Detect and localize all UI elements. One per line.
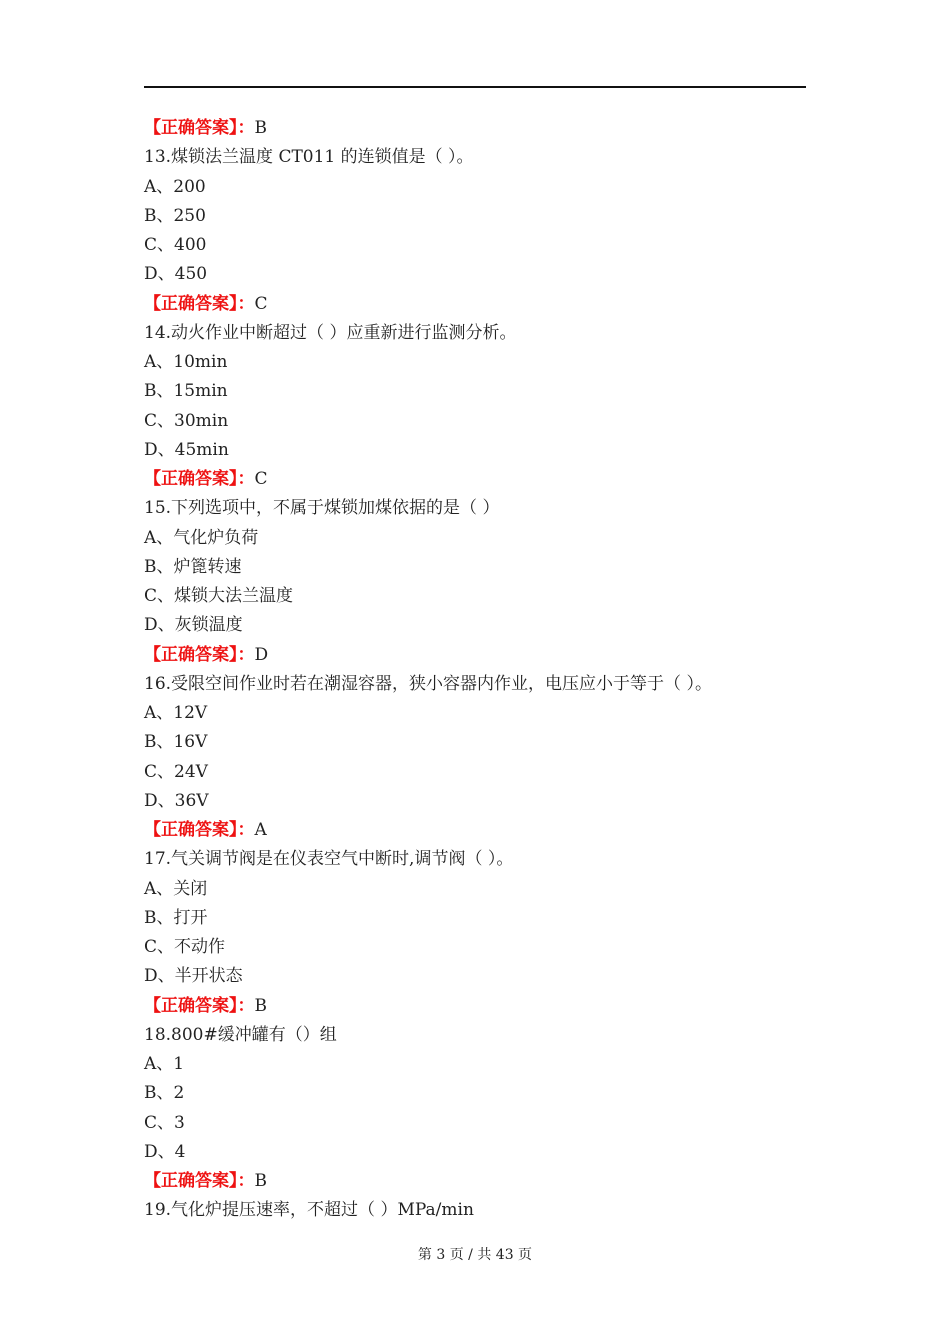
answer-value: B — [254, 118, 267, 138]
question-text-line: D、45min — [144, 439, 229, 460]
question-text-line: 16.受限空间作业时若在潮湿容器，狭小容器内作业，电压应小于等于（ ）。 — [144, 673, 712, 694]
answer-value: D — [254, 644, 269, 665]
question-text-line: 17.气关调节阀是在仪表空气中断时,调节阀（ ）。 — [144, 849, 514, 870]
answer-label: 【正确答案】： — [144, 118, 255, 138]
question-text-line: C、400 — [144, 235, 207, 255]
question-text-line: 15.下列选项中，不属于煤锁加煤依据的是（ ） — [144, 498, 500, 519]
answer-line — [144, 1167, 824, 1196]
header-rule — [144, 86, 806, 88]
question-text-line: B、250 — [144, 205, 206, 226]
answer-value: C — [254, 469, 268, 489]
answer-label: 【正确答案】： — [144, 293, 255, 314]
page-footer: 第 3 页 / 共 43 页 — [417, 1247, 533, 1263]
question-text-line: B、15min — [144, 381, 228, 402]
question-text-line: D、4 — [144, 1141, 186, 1162]
question-text-line: 19.气化炉提压速率，不超过（ ）MPa/min — [144, 1200, 474, 1221]
answer-line — [144, 992, 824, 1021]
answer-label: 【正确答案】： — [144, 469, 255, 489]
question-text-line: C、3 — [144, 1112, 185, 1133]
answer-line — [144, 816, 824, 845]
question-text-line: D、灰锁温度 — [144, 615, 243, 636]
question-text-line: 18.800#缓冲罐有（）组 — [144, 1024, 337, 1045]
question-text-line: D、36V — [144, 790, 209, 811]
question-text-line: 13.煤锁法兰温度 CT011 的连锁值是（ ）。 — [144, 147, 474, 168]
question-text-line: A、气化炉负荷 — [144, 527, 259, 548]
answer-line — [144, 465, 824, 494]
question-text-line: C、30min — [144, 410, 229, 431]
question-text-line: A、200 — [144, 176, 206, 197]
answer-label: 【正确答案】： — [144, 1171, 255, 1191]
question-text-line: B、16V — [144, 732, 208, 753]
question-list — [144, 114, 824, 1226]
question-text-line: B、2 — [144, 1083, 185, 1104]
answer-value: B — [254, 1171, 267, 1191]
question-text-line: D、半开状态 — [144, 966, 243, 987]
answer-line — [144, 290, 824, 319]
answer-value: C — [254, 293, 268, 314]
answer-label: 【正确答案】： — [144, 644, 255, 665]
answer-line — [144, 641, 824, 670]
answer-label: 【正确答案】： — [144, 820, 255, 840]
question-text-line: D、450 — [144, 264, 208, 285]
answer-line — [144, 114, 824, 143]
question-text-line: A、12V — [144, 703, 208, 723]
question-text-line: A、10min — [144, 352, 228, 372]
question-text-line: A、关闭 — [144, 878, 208, 899]
question-text-line: A、1 — [144, 1054, 185, 1074]
answer-value: A — [254, 820, 267, 840]
question-text-line: C、煤锁大法兰温度 — [144, 586, 294, 606]
question-text-line: B、炉篦转速 — [144, 556, 242, 577]
question-text-line: B、打开 — [144, 907, 208, 928]
question-text-line: C、不动作 — [144, 937, 226, 957]
question-text-line: C、24V — [144, 761, 208, 782]
answer-label: 【正确答案】： — [144, 995, 255, 1016]
question-text-line: 14.动火作业中断超过（ ）应重新进行监测分析。 — [144, 322, 517, 343]
answer-value: B — [254, 995, 267, 1016]
